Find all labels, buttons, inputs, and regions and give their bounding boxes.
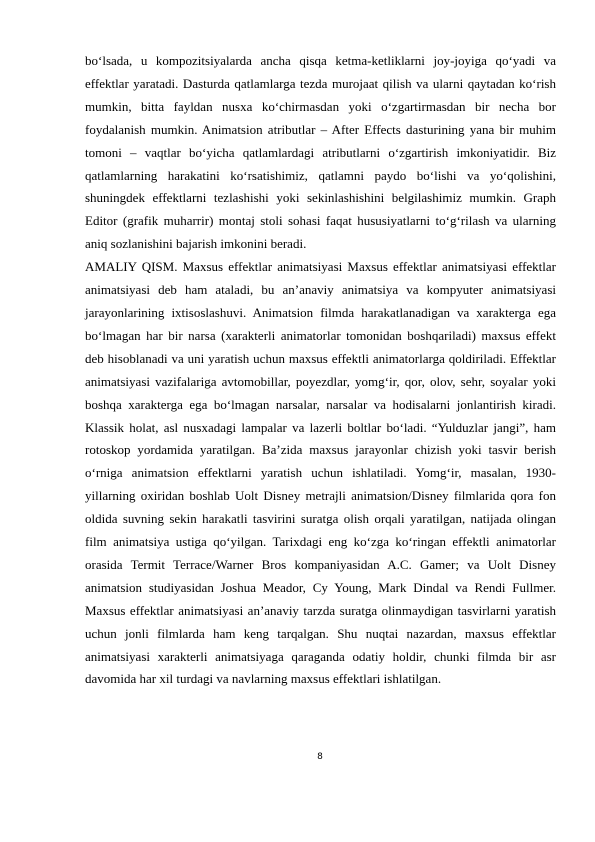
paragraph-after-effects: bo‘lsada, u kompozitsiyalarda ancha qisqa ketma-ketliklarni joy-joyiga qo‘yadi va effektlar yaratadi. Dasturda qatlamlarga tezda murojaat qilish va ularni qaytadan ko‘rish mumkin, bitta fayldan nusxa ko‘chirmasdan yoki o‘zgartirmasdan bir necha bor foydalanish mumkin. Animatsion atributlar – After Effects dasturining yana bir muhim tomoni – vaqtlar bo‘yicha qatlamlardagi atributlarni o‘zgartirish imkoniyatidir. Biz qatlamlarning harakatini ko‘rsatishimiz, qatlamni paydo bo‘lishi va yo‘qolishini, shuningdek effektlarni tezlashishi yoki sekinlashishini belgilashimiz mumkin. Graph Editor (grafik muharrir) montaj stoli sohasi faqat hususiyatlarni to‘g‘rilash va ularning aniq sozlanishini bajarish imkonini beradi.: [85, 53, 556, 252]
page-number: 8: [317, 752, 323, 762]
document-body: [85, 50, 556, 691]
paragraph-amaliy-qism: AMALIY QISM. Maxsus effektlar animatsiyasi Maxsus effektlar animatsiyasi effektlar animatsiyasi deb ham ataladi, bu an’anaviy animatsiya va kompyuter animatsiyasi jarayonlarining ixtisoslashuvi. Animatsion filmda harakatlanadigan va xarakterga ega bo‘lmagan har bir narsa (xarakterli animatorlar tomonidan boshqariladi) maxsus effekt deb hisoblanadi va uni yaratish uchun maxsus effektli animatorlarga qoldiriladi. Effektlar animatsiyasi vazifalariga avtomobillar, poyezdlar, yomg‘ir, qor, olov, sehr, soyalar yoki boshqa xarakterga ega bo‘lmagan narsalar, narsalar va hodisalarni jonlantirish kiradi. Klassik holat, asl nusxadagi lampalar va lazerli boltlar bo‘ladi. “Yulduzlar jangi”, ham rotoskop yordamida yaratilgan. Ba’zida maxsus jarayonlar chizish yoki tasvir berish o‘rniga animatsion effektlarni yaratish uchun ishlatiladi. Yomg‘ir, masalan, 1930-yillarning oxiridan boshlab Uolt Disney metrajli animatsion/Disney filmlarida qora fon oldida suvning sekin harakatli tasvirini suratga olish orqali yaratilgan, natijada olingan film animatsiya ustiga qo‘yilgan. Tarixdagi eng ko‘zga ko‘ringan effektli animatorlar orasida Termit Terrace/Warner Bros kompaniyasidan A.C. Gamer; va Uolt Disney animatsion studiyasidan Joshua Meador, Cy Young, Mark Dindal va Rendi Fullmer. Maxsus effektlar animatsiyasi an’anaviy tarzda suratga olinmaydigan tasvirlarni yaratish uchun jonli filmlarda ham keng tarqalgan. Shu nuqtai nazardan, maxsus effektlar animatsiyasi xarakterli animatsiyaga qaraganda odatiy holdir, chunki filmda bir asr davomida har xil turdagi va navlarning maxsus effektlari ishlatilgan.: [85, 259, 556, 687]
